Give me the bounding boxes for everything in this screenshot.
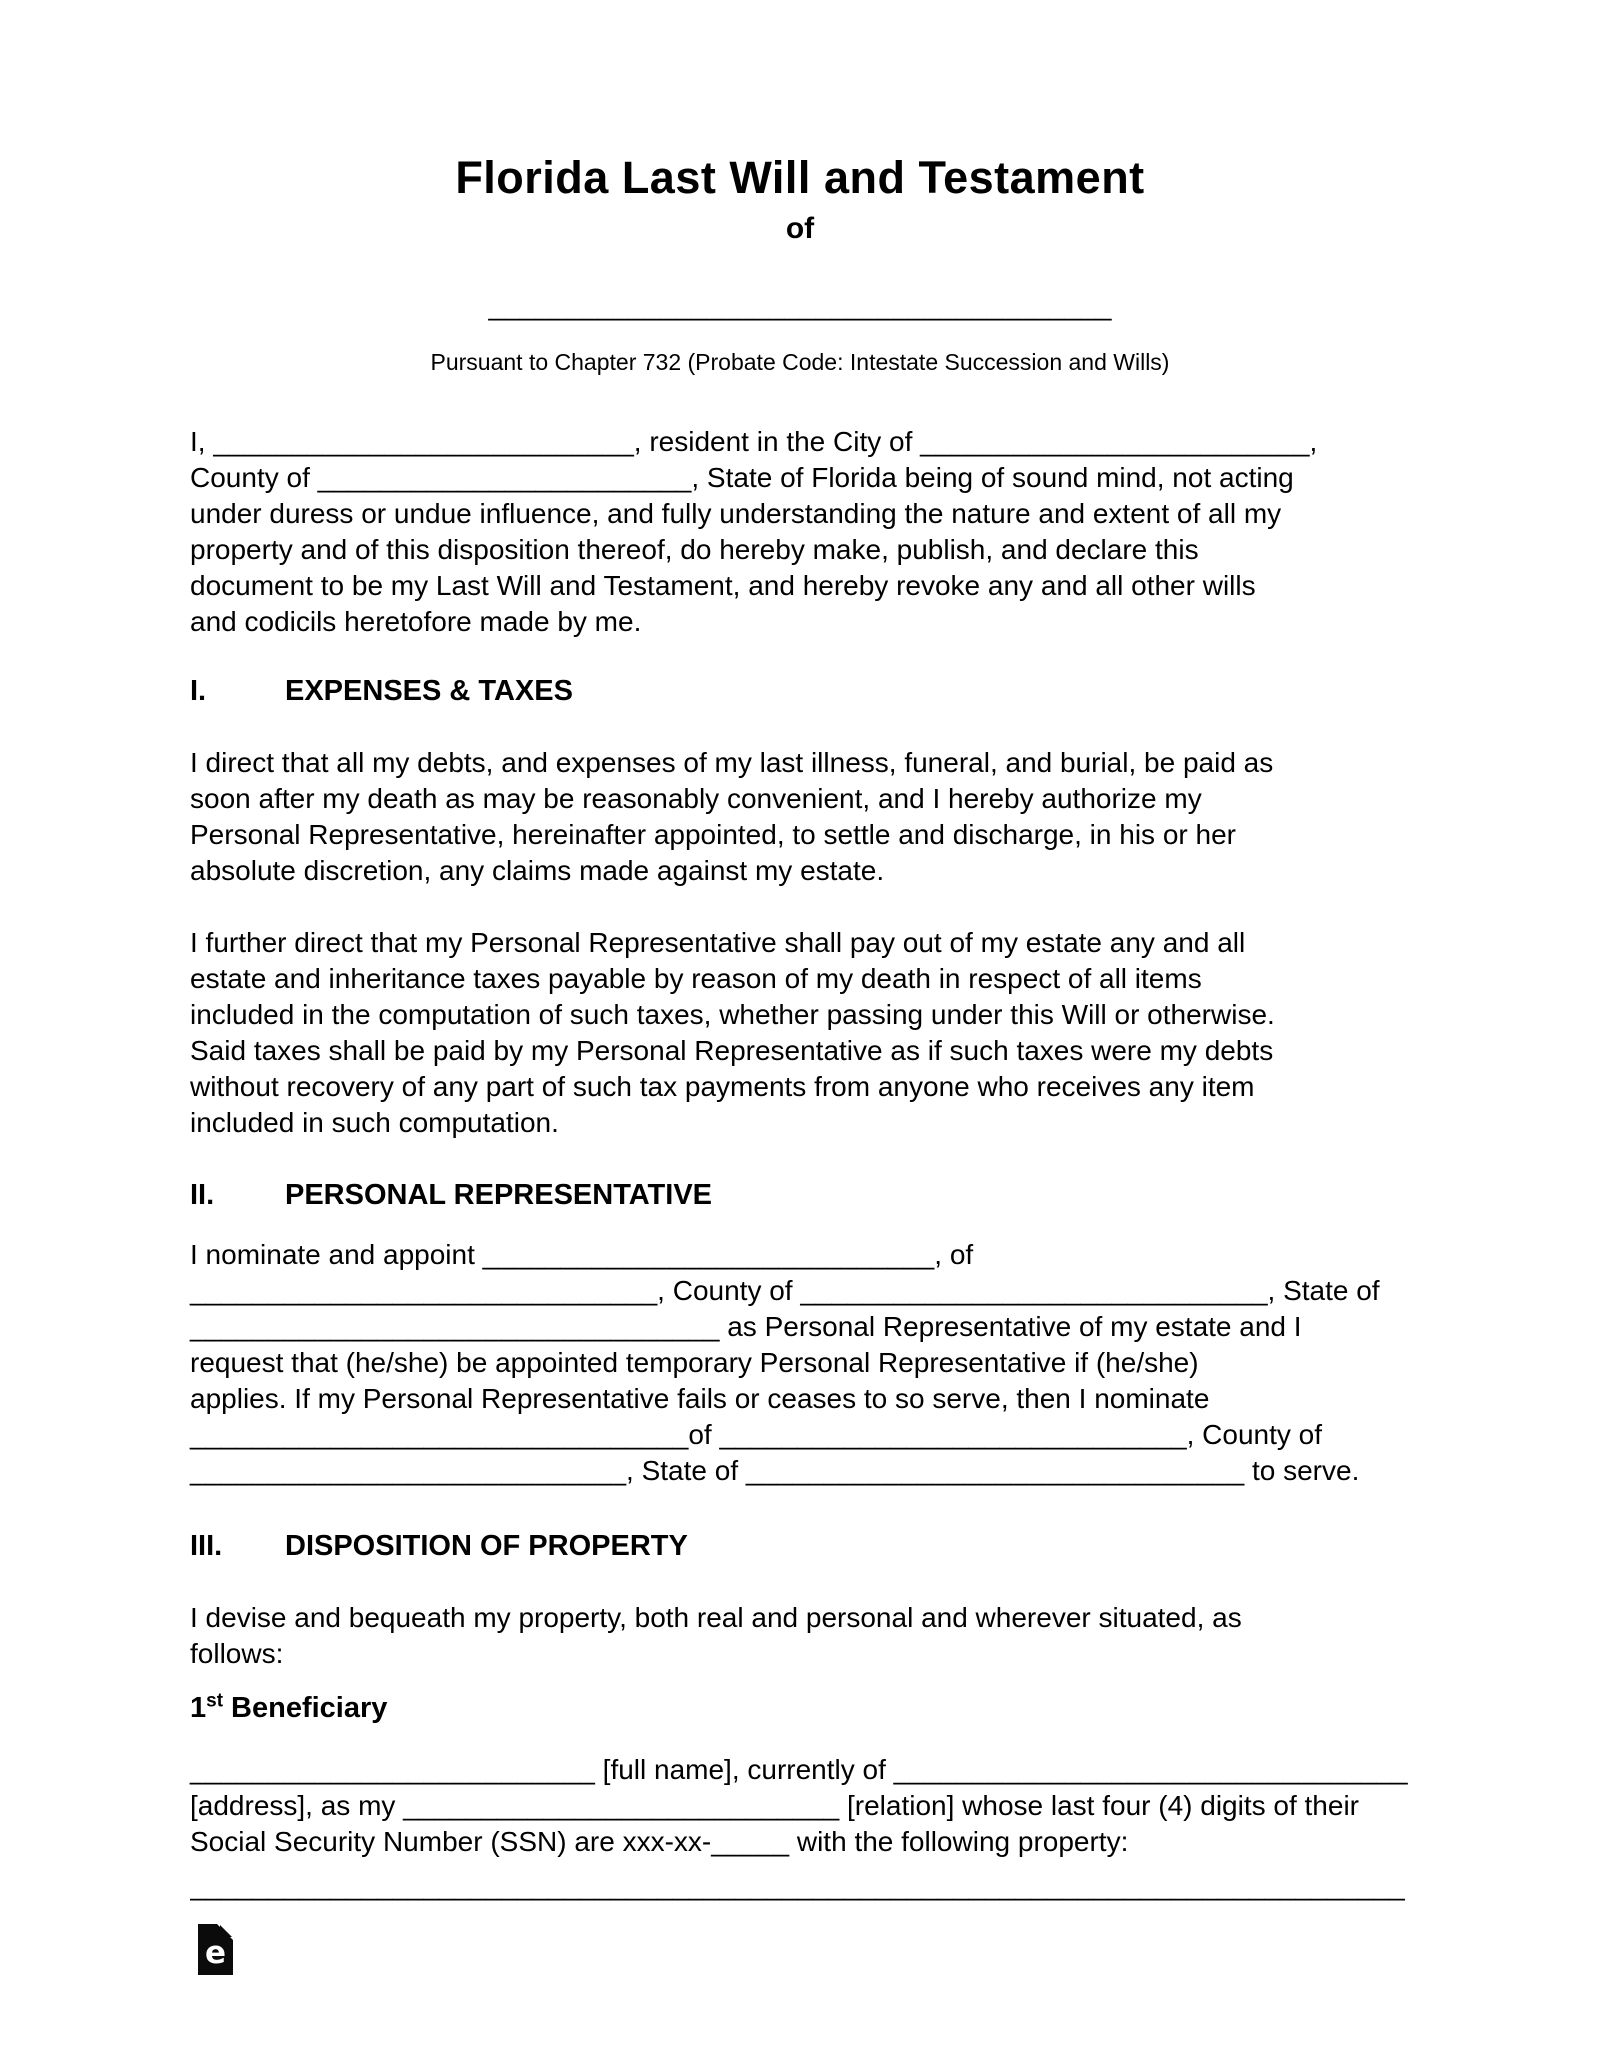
section-title: EXPENSES & TAXES xyxy=(285,675,573,707)
section-heading-expenses-taxes xyxy=(190,673,573,709)
paragraph-line: ______________________________, County of ______________________________, State of xyxy=(190,1275,1380,1306)
beneficiary-number: 1 xyxy=(190,1692,207,1724)
eforms-logo-letter: e xyxy=(204,1935,227,1971)
section-heading-disposition-of-property xyxy=(190,1528,688,1564)
paragraph-line: County of ________________________, State of Florida being of sound mind, not acting xyxy=(190,462,1294,493)
paragraph-line: I further direct that my Personal Representative shall pay out of my estate any and all xyxy=(190,927,1246,958)
section-heading-personal-representative xyxy=(190,1177,712,1213)
paragraph-line: I direct that all my debts, and expenses of my last illness, funeral, and burial, be paid as xyxy=(190,747,1274,778)
paragraph-line: estate and inheritance taxes payable by reason of my death in respect of all items xyxy=(190,963,1202,994)
personal-representative-paragraph xyxy=(190,1237,1440,1489)
paragraph-line: I nominate and appoint _____________________________, of xyxy=(190,1239,974,1270)
first-beneficiary-subheading xyxy=(190,1690,387,1726)
paragraph-line: follows: xyxy=(190,1638,284,1669)
paragraph-line: soon after my death as may be reasonably convenient, and I hereby authorize my xyxy=(190,783,1202,814)
property-fill-in-rule-line: ______________________________________________________________________________ xyxy=(190,1870,1405,1901)
paragraph-line: absolute discretion, any claims made against my estate. xyxy=(190,855,885,886)
testator-name-blank: ________________________________________ xyxy=(488,290,1112,321)
section-numeral: I. xyxy=(190,675,207,707)
paragraph-line: document to be my Last Will and Testament, and hereby revoke any and all other wills xyxy=(190,570,1256,601)
expenses-paragraph-2 xyxy=(190,925,1440,1141)
paragraph-line: I devise and bequeath my property, both real and personal and wherever situated, as xyxy=(190,1602,1242,1633)
document-subtitle-of: of xyxy=(785,212,815,245)
paragraph-line: applies. If my Personal Representative fails or ceases to so serve, then I nominate xyxy=(190,1383,1210,1414)
opening-paragraph xyxy=(190,424,1440,640)
section-title: DISPOSITION OF PROPERTY xyxy=(285,1530,688,1562)
paragraph-line: included in the computation of such taxes, whether passing under this Will or otherwise. xyxy=(190,999,1275,1030)
paragraph-line: ____________________________, State of ________________________________ to serve. xyxy=(190,1455,1360,1486)
eforms-logo-icon xyxy=(198,1924,233,1975)
paragraph-line: I, ___________________________, resident in the City of _________________________, xyxy=(190,426,1318,457)
expenses-paragraph-1 xyxy=(190,745,1440,889)
section-title: PERSONAL REPRESENTATIVE xyxy=(285,1179,713,1211)
paragraph-line: Personal Representative, hereinafter appointed, to settle and discharge, in his or her xyxy=(190,819,1236,850)
paragraph-line: request that (he/she) be appointed temporary Personal Representative if (he/she) xyxy=(190,1347,1199,1378)
beneficiary-ordinal: st xyxy=(206,1690,224,1712)
paragraph-line: [address], as my ____________________________ [relation] whose last four (4) digits of their xyxy=(190,1790,1359,1821)
pursuant-statute-line: Pursuant to Chapter 732 (Probate Code: Intestate Succession and Wills) xyxy=(430,349,1170,375)
beneficiary-label: Beneficiary xyxy=(231,1692,388,1724)
paragraph-line: ________________________________of ______________________________, County of xyxy=(190,1419,1323,1450)
paragraph-line: under duress or undue influence, and fully understanding the nature and extent of all my xyxy=(190,498,1282,529)
paragraph-line: without recovery of any part of such tax payments from anyone who receives any item xyxy=(190,1071,1255,1102)
paragraph-line: Said taxes shall be paid by my Personal Representative as if such taxes were my debts xyxy=(190,1035,1274,1066)
disposition-paragraph xyxy=(190,1600,1440,1672)
paragraph-line: included in such computation. xyxy=(190,1107,559,1138)
section-numeral: II. xyxy=(190,1179,215,1211)
paragraph-line: and codicils heretofore made by me. xyxy=(190,606,642,637)
section-numeral: III. xyxy=(190,1530,223,1562)
document-title: Florida Last Will and Testament xyxy=(455,152,1145,203)
paragraph-line: __________________________________ as Personal Representative of my estate and I xyxy=(190,1311,1302,1342)
paragraph-line: __________________________ [full name], currently of _________________________________ xyxy=(190,1754,1408,1785)
first-beneficiary-paragraph xyxy=(190,1752,1440,1860)
paragraph-line: Social Security Number (SSN) are xxx-xx-_____ with the following property: xyxy=(190,1826,1129,1857)
paragraph-line: property and of this disposition thereof, do hereby make, publish, and declare this xyxy=(190,534,1199,565)
